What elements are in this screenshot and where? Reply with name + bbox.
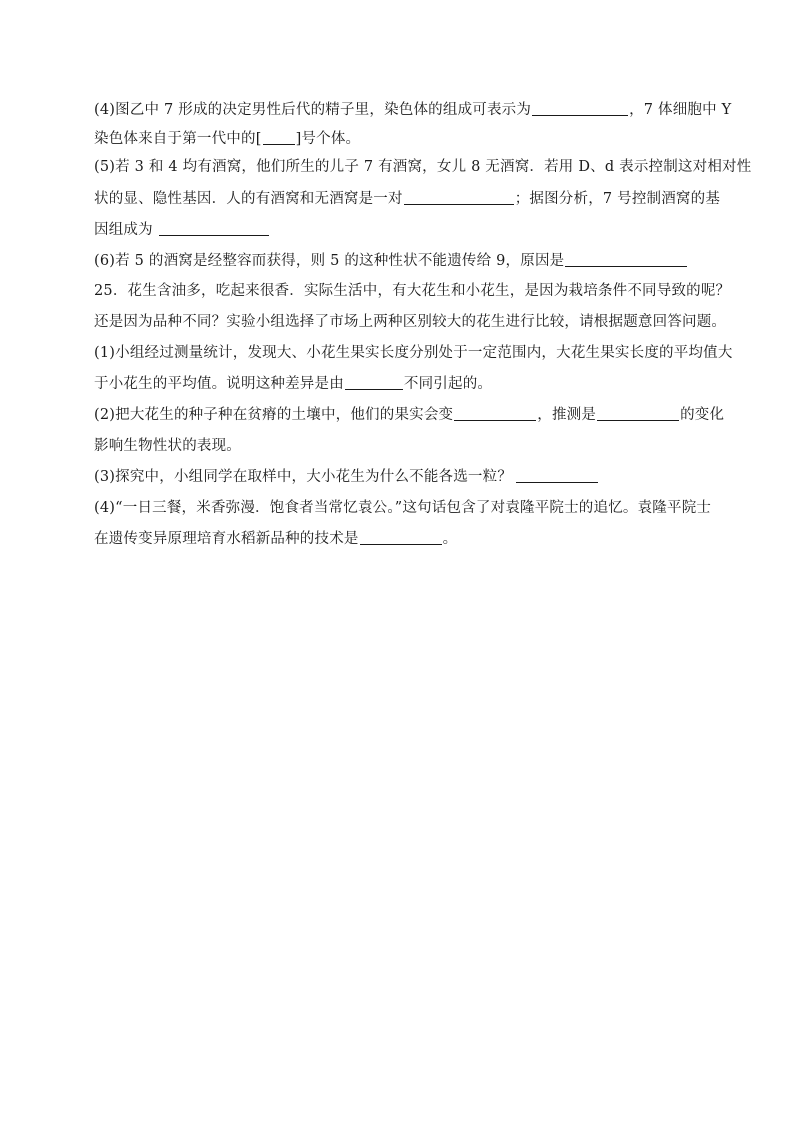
- q24-part6-blank1[interactable]: [565, 252, 687, 267]
- q25-part1-line1: [94, 344, 733, 362]
- q24-part5-line3: [94, 221, 270, 239]
- q24-part4-text3: 染色体来自于第一代中的[: [94, 131, 262, 147]
- q25-part1-text3: 不同引起的。: [403, 376, 493, 392]
- q25-part3-text1: (3)探究中，小组同学在取样中，大小花生为什么不能各选一粒？: [94, 469, 513, 485]
- q25-part1-text2: 于小花生的平均值。说明这种差异是由: [94, 376, 344, 392]
- q25-stem-text2: 还是因为品种不同？实验小组选择了市场上两种区别较大的花生进行比较，请根据题意回答问题。: [94, 314, 727, 330]
- q24-part4-text1: (4)图乙中 7 形成的决定男性后代的精子里，染色体的组成可表示为: [94, 102, 532, 118]
- q25-part2-text4: 影响生物性状的表现。: [94, 438, 241, 454]
- q24-part5-line2: [94, 190, 720, 208]
- q25-stem-text1: 25．花生含油多，吃起来很香．实际生活中，有大花生和小花生，是因为栽培条件不同导致的呢？: [94, 283, 731, 299]
- q25-part1-text1: (1)小组经过测量统计，发现大、小花生果实长度分别处于一定范围内，大花生果实长度的平均值大: [94, 345, 733, 361]
- q25-part2-text2: ，推测是: [537, 407, 597, 423]
- q24-part4-text2: ，7 体细胞中 Y: [629, 102, 732, 118]
- q24-part4-bracket-blank[interactable]: [263, 130, 295, 145]
- q24-part5-text3: ；据图分析，7 号控制酒窝的基: [514, 191, 721, 207]
- q24-part4-text4: ]号个体。: [295, 131, 361, 147]
- q25-part4-line2: [94, 530, 457, 548]
- q25-stem-line2: [94, 313, 726, 331]
- q25-part2-text1: (2)把大花生的种子种在贫瘠的土壤中，他们的果实会变: [94, 407, 454, 423]
- q25-part2-blank1[interactable]: [454, 406, 536, 421]
- q24-part4-line1: [94, 101, 731, 119]
- q24-part5-text1: (5)若 3 和 4 均有酒窝，他们所生的儿子 7 有酒窝，女儿 8 无酒窝．若用 D、d 表示控制这对相对性: [94, 159, 752, 175]
- q24-part4-line2: [94, 130, 360, 148]
- q25-part2-text3: 的变化: [680, 407, 725, 423]
- q25-part4-line1: [94, 499, 711, 517]
- q24-part6-text1: (6)若 5 的酒窝是经整容而获得，则 5 的这种性状不能遗传给 9，原因是: [94, 253, 565, 269]
- q25-part3-line1: [94, 468, 599, 486]
- q25-part2-line2: [94, 437, 241, 455]
- q25-part4-blank1[interactable]: [360, 530, 442, 545]
- q25-part4-text3: 。: [442, 531, 458, 547]
- q25-part2-line1: [94, 406, 724, 424]
- q25-part1-blank1[interactable]: [345, 375, 403, 390]
- q25-stem-line1: [94, 282, 730, 300]
- q24-part5-text4: 因组成为: [94, 222, 153, 238]
- q24-part5-blank2[interactable]: [159, 221, 269, 236]
- q24-part5-blank1[interactable]: [404, 190, 514, 205]
- q25-part4-text1: (4)“一日三餐，米香弥漫．饱食者当常忆袁公。”这句话包含了对袁隆平院士的追忆。袁隆平院士: [94, 500, 712, 516]
- q25-part3-blank1[interactable]: [516, 468, 598, 483]
- q24-part5-text2: 状的显、隐性基因．人的有酒窝和无酒窝是一对: [94, 191, 403, 207]
- q25-part1-line2: [94, 375, 492, 393]
- q24-part4-blank1[interactable]: [532, 101, 628, 116]
- q24-part5-line1: [94, 158, 751, 176]
- q25-part2-blank2[interactable]: [597, 406, 679, 421]
- q25-part4-text2: 在遗传变异原理培育水稻新品种的技术是: [94, 531, 359, 547]
- q24-part6-line1: [94, 252, 688, 270]
